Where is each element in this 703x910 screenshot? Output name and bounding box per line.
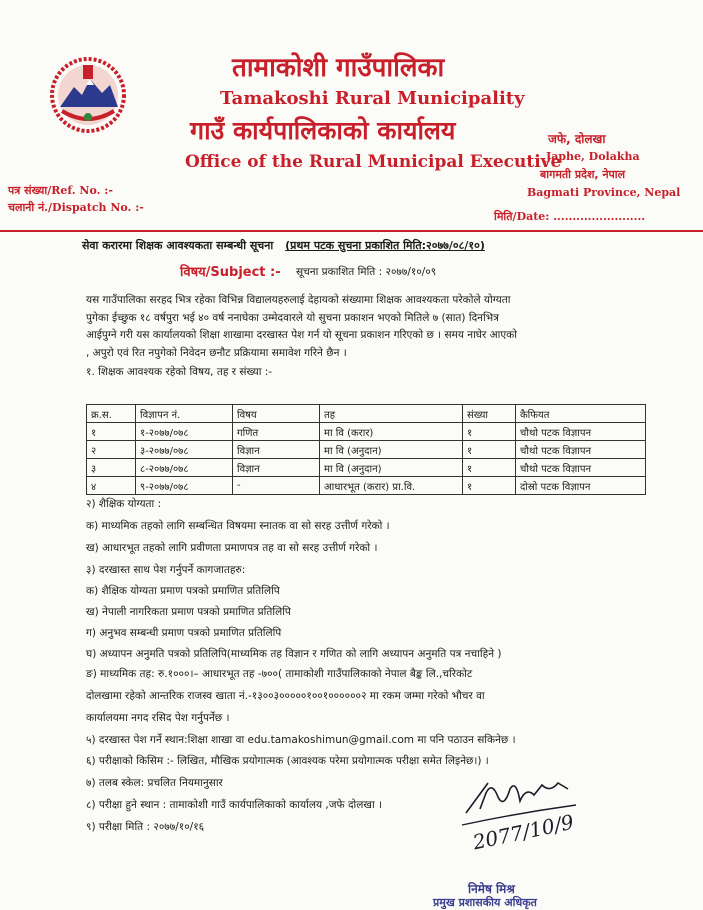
notice-heading-text: सेवा करारमा शिक्षक आवश्यकता सम्बन्धी सूचना [82,239,274,252]
office-title-np: गाउँ कार्यपालिकाको कार्यालय [190,116,456,145]
list-line: दोलखामा रहेको आन्तरिक राजस्व खाता नं.-१३००३०००००१००१००००००२ मा रकम जम्मा गरेको भौचर वा [86,690,485,702]
stamp-name: निमेष मिश्र [468,882,515,896]
list-line: ३) दरखास्त साथ पेश गर्नुपर्ने कागजातहरु: [86,564,246,576]
list-line: ङ) माध्यमिक तह: रु.१०००।– आधारभूत तह -७००( तामाकोशी गाउँपालिकाको नेपाल बैङ्क लि.,चरिकोट [86,668,473,680]
list-line: ख) नेपाली नागरिकता प्रमाण पत्रको प्रमाणित प्रतिलिपि [86,606,291,618]
table-cell: विज्ञान [233,459,320,477]
table-cell: ९-२०७७/०७८ [136,477,233,495]
table-header-cell: विषय [233,405,320,423]
table-header-cell: संख्या [463,405,516,423]
table-cell: चौथो पटक विज्ञापन [516,423,646,441]
subject-text: सूचना प्रकाशित मिति : २०७७/१०/०९ [296,266,437,278]
section-1-title: १. शिक्षक आवश्यक रहेको विषय, तह र संख्या :- [86,366,273,378]
table-row [87,441,646,459]
list-line: ख) आधारभूत तहको लागि प्रवीणता प्रमाणपत्र तह वा सो सरह उत्तीर्ण गरेको । [86,542,378,554]
list-line: ७) तलब स्केल: प्रचलित नियमानुसार [86,777,223,789]
handwritten-date: 2077/10/9 [470,809,576,855]
list-line: कार्यालयमा नगद रसिद पेश गर्नुपर्नेछ । [86,712,230,724]
table-header-cell: क्र.स. [87,405,136,423]
table-cell: १ [463,441,516,459]
notice-heading [82,238,485,253]
table-header-cell: तह [320,405,463,423]
dispatch-number-label: चलानी नं./Dispatch No. :- [8,201,144,214]
table-cell: १ [463,459,516,477]
paragraph-line: , अपुरो एवं रित नपुगेको निवेदन छनौट प्रक्रियामा समावेश गरिने छैन । [86,346,347,359]
municipality-title-en: Tamakoshi Rural Municipality [220,88,525,109]
table-cell: मा वि (अनुदान) [320,441,463,459]
address-np-1: जफे, दोलखा [548,132,606,146]
table-cell: विज्ञान [233,441,320,459]
list-line: क) शैक्षिक योग्यता प्रमाण पत्रको प्रमाणित प्रतिलिपि [86,585,280,597]
address-en-1: Japhe, Dolakha [546,150,640,163]
table-cell: गणित [233,423,320,441]
table-cell: आधारभूत (करार) प्रा.वि. [320,477,463,495]
municipality-title-np: तामाकोशी गाउँपालिका [232,53,445,83]
list-line: ग) अनुभव सम्बन्धी प्रमाण पत्रको प्रमाणित प्रतिलिपि [86,627,282,639]
table-cell: १ [463,423,516,441]
table-cell: ४ [87,477,136,495]
vacancy-table [86,404,646,495]
notice-heading-note: (प्रथम पटक सुचना प्रकाशित मिति:२०७७/०८/१०) [285,239,485,252]
table-cell: ३ [87,459,136,477]
address-en-2: Bagmati Province, Nepal [527,186,681,199]
table-cell: २ [87,441,136,459]
stamp-designation: प्रमुख प्रशासकीय अधिकृत [433,896,537,909]
table-cell: - [233,477,320,495]
subject-label: विषय/Subject :- [180,265,281,280]
header-divider [0,230,703,232]
paragraph-line: आईपुग्ने गरी यस कार्यालयको शिक्षा शाखामा दरखास्त पेश गर्न यो सूचना प्रकाशन गरिएको छ । समय नाघेर आएको [86,329,517,341]
list-line: ६) परीक्षाको किसिम :- लिखित, मौखिक प्रयोगात्मक (आवश्यक परेमा प्रयोगात्मक परीक्षा समेत लिइनेछ।) । [86,755,489,767]
list-line: ८) परीक्षा हुने स्थान : तामाकोशी गाउँ कार्यपालिकाको कार्यालय ,जफे दोलखा । [86,799,382,811]
table-header-cell: विज्ञापन नं. [136,405,233,423]
list-line: २) शैक्षिक योग्यता : [86,498,162,510]
address-np-2: बागमती प्रदेश, नेपाल [540,168,626,181]
table-cell: १ [87,423,136,441]
table-cell: मा वि (करार) [320,423,463,441]
paragraph-line: पुगेका ईच्छुक १८ वर्षपुरा भई ४० वर्ष ननाघेका उम्मेदवारले यो सुचना प्रकाशन भएको मितिले ७ (सात) दिनभित्र [86,311,499,324]
paragraph-line: यस गाउँपालिका सरहद भित्र रहेका विभिन्न विद्यालयहरुलाई देहायको संख्यामा शिक्षक आवश्यकता परेकोले योग्यता [86,294,511,306]
list-line: घ) अध्यापन अनुमति पत्रको प्रतिलिपि(माध्यमिक तह विज्ञान र गणित को लागि अध्यापन अनुमति पत्र नचाहिने ) [86,648,502,660]
table-header-cell: कैफियत [516,405,646,423]
list-line: ९) परीक्षा मिति : २०७७/१०/१६ [86,821,205,833]
table-cell: १-२०७७/०७८ [136,423,233,441]
municipality-emblem-icon [48,55,128,135]
table-row [87,477,646,495]
notice-paragraph [86,292,686,362]
table-cell: चौथो पटक विज्ञापन [516,459,646,477]
table-cell: मा वि (अनुदान) [320,459,463,477]
table-cell: १ [463,477,516,495]
table-cell: चौथो पटक विज्ञापन [516,441,646,459]
date-label: मिति/Date: ........................ [494,210,646,223]
table-row [87,459,646,477]
table-cell: ३-२०७७/०७८ [136,441,233,459]
list-line: ५) दरखास्त पेश गर्ने स्थान:शिक्षा शाखा वा edu.tamakoshimun@gmail.com मा पनि पठाउन सकिनेछ । [86,734,516,746]
table-row [87,423,646,441]
table-cell: ८-२०७७/०७८ [136,459,233,477]
table-header-row [87,405,646,423]
ref-number-label: पत्र संख्या/Ref. No. :- [8,184,113,197]
table-cell: दोस्रो पटक विज्ञापन [516,477,646,495]
list-line: क) माध्यमिक तहको लागि सम्बन्धित विषयमा स्नातक वा सो सरह उत्तीर्ण गरेको । [86,520,390,532]
office-title-en: Office of the Rural Municipal Executive [185,152,562,172]
